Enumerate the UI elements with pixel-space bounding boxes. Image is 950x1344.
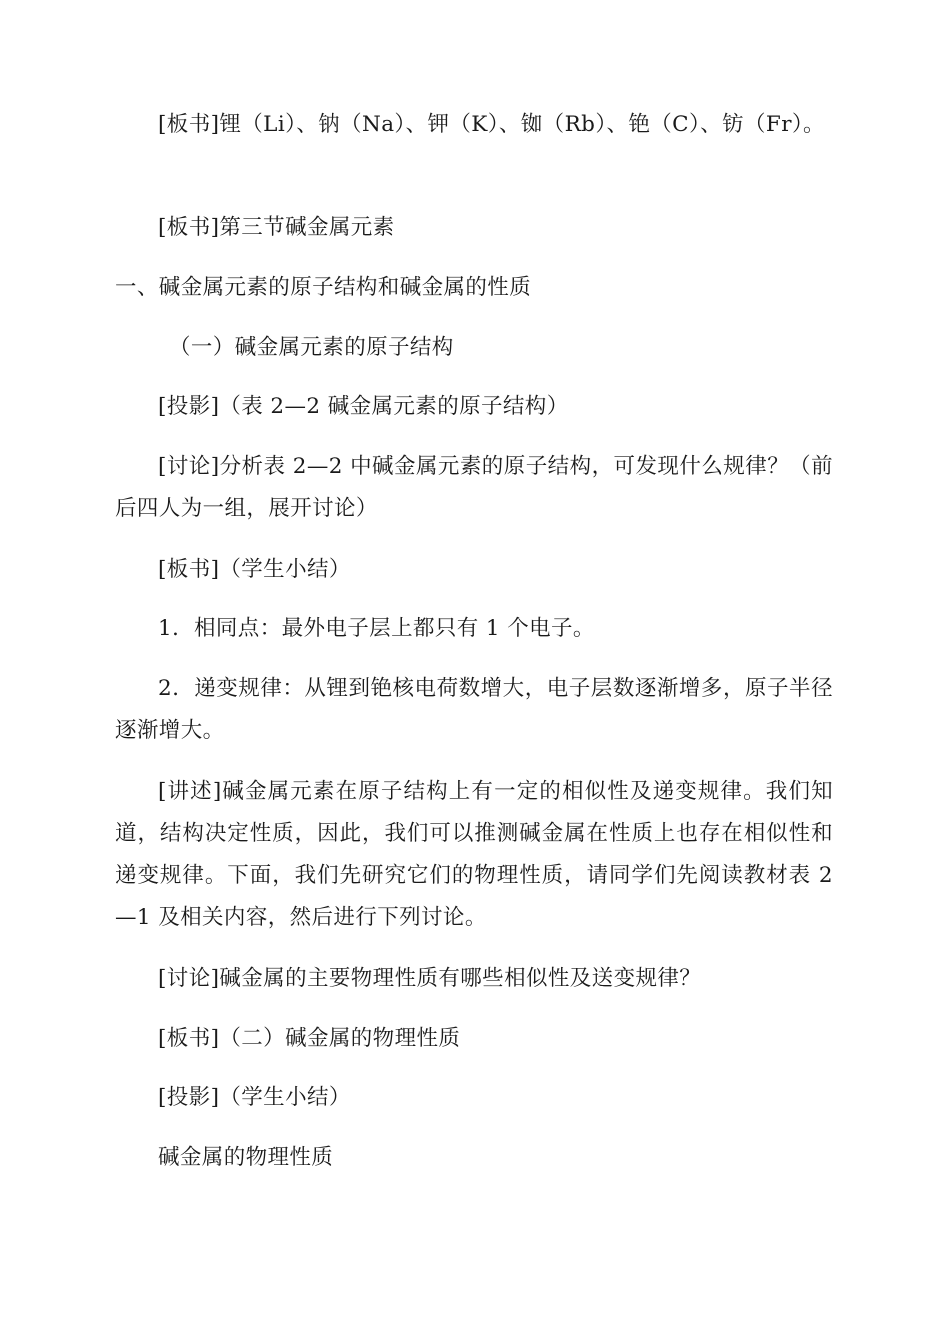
paragraph-projection-table: [投影]（表 2—2 碱金属元素的原子结构） [158, 394, 569, 419]
paragraph-point-2: 2．递变规律：从锂到铯核电荷数增大，电子层数逐渐增多，原子半径逐渐增大。 [115, 676, 833, 743]
paragraph-projection-summary: [投影]（学生小结） [158, 1085, 351, 1110]
paragraph-subheading-1: （一）碱金属元素的原子结构 [169, 335, 454, 360]
paragraph-section-title: [板书]第三节碱金属元素 [158, 215, 395, 240]
paragraph-student-summary: [板书]（学生小结） [158, 557, 351, 582]
paragraph-point-1: 1．相同点：最外电子层上都只有 1 个电子。 [158, 616, 595, 641]
paragraph-subheading-2: [板书]（二）碱金属的物理性质 [158, 1026, 461, 1051]
paragraph-physical-properties: 碱金属的物理性质 [158, 1145, 334, 1170]
paragraph-element-list: [板书]锂（Li）、钠（Na）、钾（K）、铷（Rb）、铯（C）、钫（Fr）。 [158, 112, 825, 137]
paragraph-narration: [讲述]碱金属元素在原子结构上有一定的相似性及递变规律。我们知道，结构决定性质，因此，我们可以推测碱金属在性质上也存在相似性和递变规律。下面，我们先研究它们的物理性质，请同学们先阅读教材表 2—1 及相关内容，然后进行下列讨论。 [115, 779, 833, 930]
paragraph-discussion-2: [讨论]碱金属的主要物理性质有哪些相似性及送变规律？ [158, 966, 702, 991]
paragraph-discussion-1: [讨论]分析表 2—2 中碱金属元素的原子结构，可发现什么规律？（前后四人为一组，展开讨论） [115, 454, 833, 521]
paragraph-heading-1: 一、碱金属元素的原子结构和碱金属的性质 [115, 275, 532, 300]
